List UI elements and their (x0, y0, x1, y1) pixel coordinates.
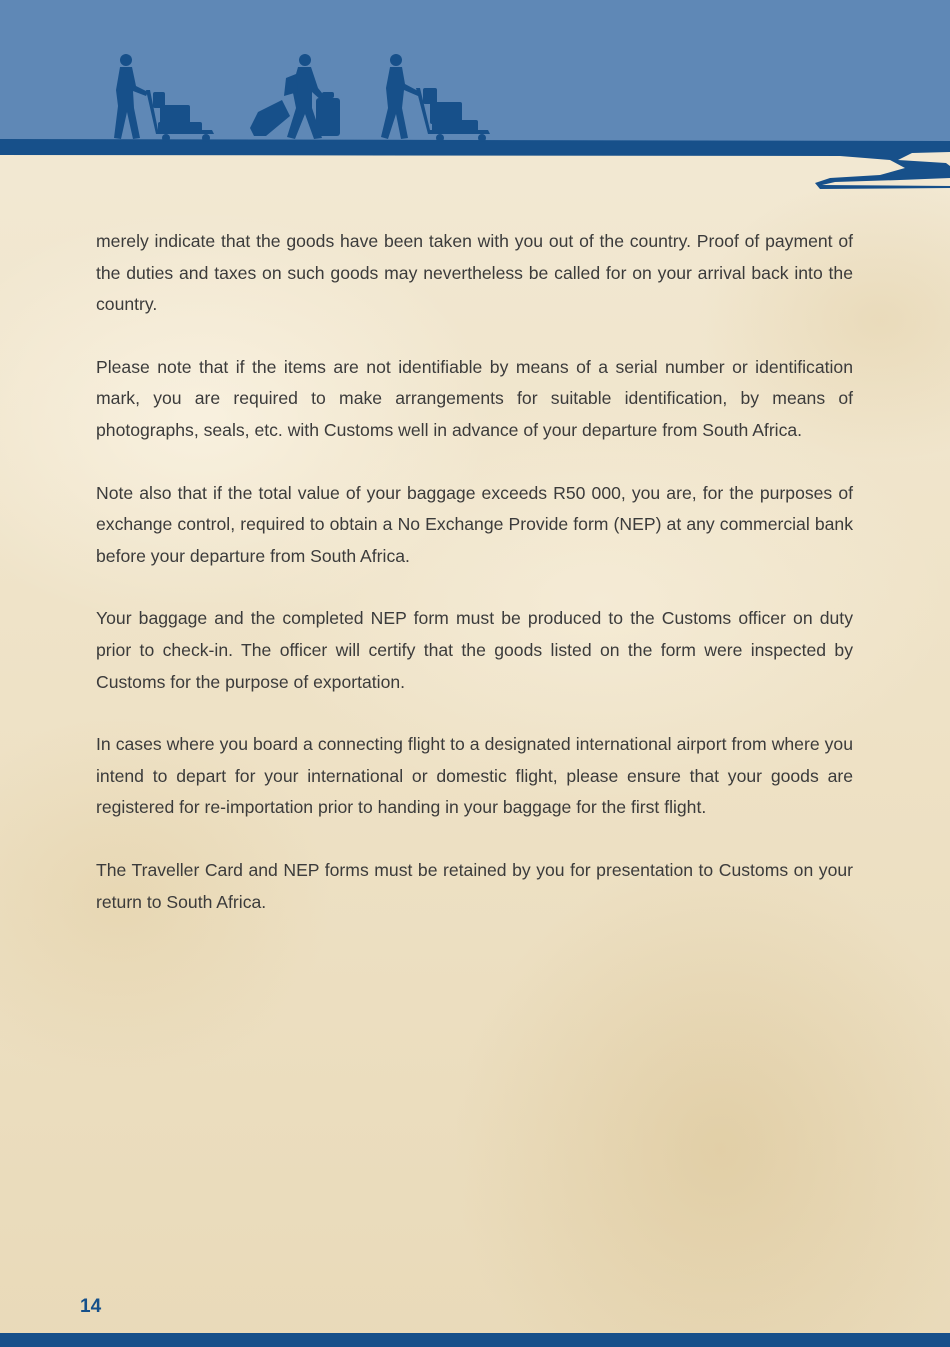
body-text (96, 226, 853, 949)
paragraph: In cases where you board a connecting flight to a designated international airport from where you intend to depart for your international or domestic flight, please ensure that your goods are registered for re-importation prior to handing in your baggage for the first flight. (96, 734, 853, 818)
footer-band (0, 1333, 950, 1347)
traveller-suitcase-icon (250, 54, 340, 139)
paragraph: Your baggage and the completed NEP form must be produced to the Customs officer on duty prior to check-in. The officer will certify that the goods listed on the form were inspected by Customs for the purpose of exportation. (96, 608, 853, 692)
page-number: 14 (80, 1296, 102, 1317)
header-stripe (0, 139, 950, 189)
traveller-trolley-icon (381, 54, 490, 142)
paragraph: Note also that if the total value of your baggage exceeds R50 000, you are, for the purposes of exchange control, required to obtain a No Exchange Provide form (NEP) at any commercial bank before your departure from South Africa. (96, 482, 853, 566)
paragraph: Please note that if the items are not identifiable by means of a serial number or identification mark, you are required to make arrangements for suitable identification, by means of photographs, seals, etc. with Customs well in advance of your departure from South Africa. (96, 356, 853, 440)
traveller-trolley-icon (114, 54, 214, 142)
paragraph: The Traveller Card and NEP forms must be retained by you for presentation to Customs on your return to South Africa. (96, 859, 853, 912)
paragraph: merely indicate that the goods have been taken with you out of the country. Proof of payment of the duties and taxes on such goods may nevertheless be called for on your arrival back into the country. (96, 231, 853, 315)
header-illustration (0, 0, 950, 200)
